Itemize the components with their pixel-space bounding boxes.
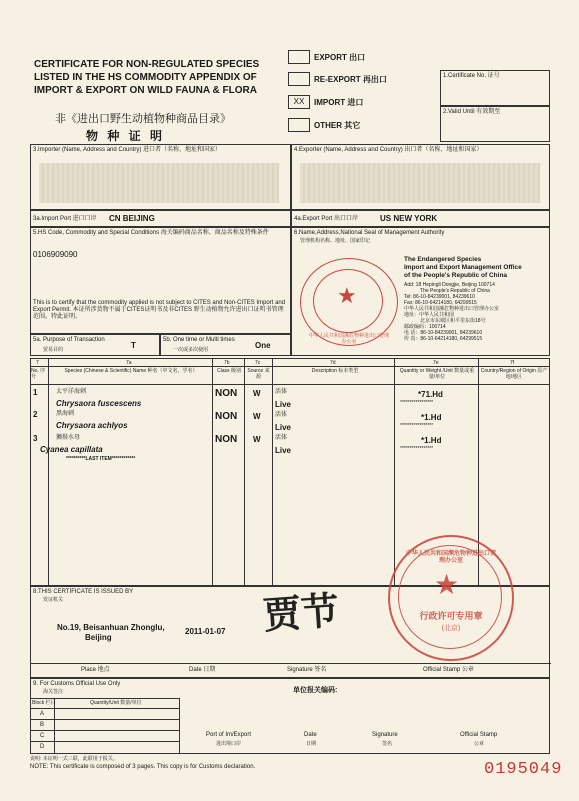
col-num-7c: 7c (255, 360, 261, 366)
export-checkbox[interactable] (288, 50, 310, 64)
col-num-7e: 7e (433, 360, 439, 366)
block-c: C (40, 733, 45, 739)
row2-stars: ***************** (400, 423, 434, 429)
authority-contact (404, 282, 499, 342)
purpose-label-cn: 贸易目的 (43, 347, 64, 353)
header-species: Species (Chinese & Scientific) Name 种名（中文名，学名） (64, 368, 198, 374)
row2-no: 2 (33, 410, 38, 419)
official-stamp-label: Official Stamp 公章 (423, 667, 474, 673)
table-divider-2 (30, 384, 550, 385)
times-label-cn: 一次或多次使用 (173, 347, 209, 353)
customs-row-line-1 (30, 719, 180, 720)
authority-name-1: The Endangered Species (404, 256, 482, 263)
customs-row-line-3 (30, 741, 180, 742)
row1-cn: 太平洋海刺 (56, 389, 87, 395)
authority-fax: Fax: 86-10-64214180, 64299515 (404, 300, 477, 306)
authority-name-2: Import and Export Management Office (404, 264, 522, 271)
times-label: 5b. One time or Multi times (163, 337, 235, 343)
import-checkbox[interactable]: XX (288, 95, 310, 109)
red-stamp-sub2: (北京) (441, 625, 461, 632)
unit-code-label: 单位报关编码: (293, 687, 338, 694)
issued-by-label: 8.THIS CERTIFICATE IS ISSUED BY (33, 589, 134, 595)
customs-row-line-0 (30, 708, 180, 709)
authority-tel: Tel: 86-10-84239001, 84239610 (404, 294, 475, 300)
valid-until-label: 2.Valid Until 有效期至 (443, 109, 501, 115)
import-port-value: CN BEIJING (109, 214, 155, 223)
row3-no: 3 (33, 434, 38, 443)
times-value: One (255, 341, 271, 350)
purpose-value: T (131, 341, 136, 350)
row3-desc-cn: 活体 (275, 435, 288, 441)
row3-qty: *1.Hd (421, 436, 442, 445)
last-item-marker: **********LAST ITEM************ (66, 456, 136, 462)
customs-date-label: Date (304, 732, 317, 738)
export-port-value: US NEW YORK (380, 214, 438, 223)
customs-sig-label: Signature (372, 732, 398, 738)
customs-block-table (30, 698, 180, 754)
red-stamp-text: 中华人民共和国濒危物种进出口管理办公室 (405, 551, 496, 564)
block-a: A (40, 711, 45, 717)
customs-port-label-cn: 进出境口岸 (216, 741, 242, 747)
official-red-stamp (388, 535, 514, 661)
authority-cn-addr2: 北京市东城区和平里东街18号 (420, 318, 486, 324)
issued-by-label-cn: 发证机关 (43, 597, 64, 603)
place-label: Place 地点 (81, 667, 110, 673)
col-line-5 (394, 358, 395, 586)
col-line-3 (244, 358, 245, 586)
management-authority-box (291, 227, 550, 356)
issued-divider (31, 663, 551, 664)
header-origin: Country/Region of Origin 原产地/地区 (480, 368, 548, 380)
importer-box (30, 144, 291, 210)
exporter-label: 4.Exporter (Name, Address and Country) 出口者（名称、地址和国家） (294, 147, 483, 153)
issued-address-1: No.19, Beisanhuan Zhonglu, (57, 623, 165, 632)
authority-cn-tel: 电 话：86-10-84239001, 84239610 (404, 330, 483, 336)
row1-desc-cn: 活体 (275, 389, 288, 395)
footer-note: NOTE: This certificate is composed of 3 pages. This copy is for Customs declaration. (30, 764, 256, 770)
authority-name-3: of the People's Republic of China (404, 272, 508, 279)
certificate-no-box (440, 70, 550, 106)
importer-redacted (39, 163, 279, 203)
row3-cn: 狮鬃水母 (56, 435, 81, 441)
importer-label: 3.Importer (Name, Address and Country) 进口者（名称、地址和国家） (33, 147, 222, 153)
row2-cn: 黑海刺 (56, 411, 75, 417)
col-line-2 (212, 358, 213, 586)
col-line-4 (272, 358, 273, 586)
customs-col-line (54, 698, 55, 754)
row3-source: W (253, 435, 261, 444)
seal-text: 中华人民共和国濒危物种进出口管理办公室 (308, 333, 389, 345)
issued-address-2: Beijing (85, 633, 112, 642)
authority-cn-zip: 邮政编码：100714 (404, 324, 446, 330)
customs-label-cn: 海关签注 (43, 689, 64, 695)
national-seal (300, 258, 398, 346)
header-quantity: Quantity or Weight /Unit 数量或重量/单位 (399, 368, 475, 380)
red-stamp-sub: 行政许可专用章 (419, 611, 483, 621)
row1-source: W (253, 389, 261, 398)
red-stamp-star-icon: ★ (434, 569, 460, 600)
customs-label: 9. For Customs Official Use Only (33, 681, 121, 687)
row3-desc: Live (275, 446, 292, 455)
exporter-box (291, 144, 550, 210)
hs-code-label: 5.HS Code, Commodity and Special Conditions 海关编码商品名称、商品名称及特殊条件 (33, 230, 269, 236)
customs-date-label-cn: 日期 (306, 741, 317, 747)
authority-name (404, 256, 522, 280)
hs-code-box (30, 227, 291, 334)
footer-note-cn: 说明: 本证明一式三联，此联用于报关。 (30, 756, 118, 762)
row1-no: 1 (33, 388, 38, 397)
row3-sci: Cyanea capillata (40, 445, 103, 454)
other-checkbox[interactable] (288, 118, 310, 132)
block-header: Block 栏目 (32, 700, 56, 706)
valid-until-box (440, 106, 550, 142)
import-port-label: 3a.Import Port 进口口岸 (33, 216, 97, 222)
qty-header: Quantity/Unit 数量/单位 (90, 700, 142, 706)
customs-stamp-label: Official Stamp (460, 732, 498, 738)
header-source: Source 来源 (247, 368, 270, 380)
row1-qty: *71.Hd (418, 390, 443, 399)
times-box (160, 334, 291, 356)
col-num-7f: 7f (510, 360, 515, 366)
authority-address: Add: 18 Hepingli Dongjie, Beijing 100714 (404, 282, 495, 288)
certify-text: This is to certify that the commodity applied is not subject to CITES and Non-CITES Import and Export Permit. 本证所涉货物不属于CITES证明书及非CITES 野生动植物允许进出口证明书管理范围。特此证明。 (33, 300, 286, 320)
col-num-7a: 7a (126, 360, 132, 366)
row1-desc: Live (275, 400, 292, 409)
mgmt-label: 6.Name,Address,National Seal of Management Authority (294, 230, 445, 236)
title-line-1: CERTIFICATE FOR NON-REGULATED SPECIES (34, 59, 260, 70)
customs-port-label: Port of Im/Export (206, 732, 252, 738)
row2-desc-cn: 活体 (275, 412, 288, 418)
title-chinese-sub: 物 种 证 明 (86, 129, 166, 143)
block-d: D (40, 744, 45, 750)
authority-cn-fax: 传 真：86-10-64214180, 64299515 (404, 336, 483, 342)
row2-class: NON (215, 411, 238, 422)
import-port-box (30, 210, 291, 227)
col-line-1 (48, 358, 49, 586)
customs-row-line-2 (30, 730, 180, 731)
title-line-2: LISTED IN THE HS COMMODITY APPENDIX OF (34, 72, 257, 83)
row1-stars: ***************** (400, 400, 434, 406)
row2-source: W (253, 412, 261, 421)
re-export-checkbox[interactable] (288, 72, 310, 86)
mgmt-label-cn: 管理机构名称、地址、国家印记 (300, 238, 371, 244)
row2-qty: *1.Hd (421, 413, 442, 422)
purpose-box (30, 334, 160, 356)
date-label: Date 日期 (189, 667, 216, 673)
import-label: IMPORT 进口 (314, 98, 364, 107)
row3-class: NON (215, 434, 238, 445)
row2-sci: Chrysaora achlyos (56, 421, 128, 430)
issued-date: 2011-01-07 (185, 627, 226, 636)
exporter-redacted (300, 163, 540, 203)
header-no: No. 序号 (31, 368, 46, 380)
block-b: B (40, 722, 45, 728)
export-port-label: 4a.Export Port 出口口岸 (294, 216, 359, 222)
header-class: Class 级别 (217, 368, 241, 374)
title-line-3: IMPORT & EXPORT ON WILD FAUNA & FLORA (34, 85, 257, 96)
seal-star-icon: ★ (337, 283, 357, 308)
certificate-no-label: 1.Certificate No. 证号 (443, 73, 500, 79)
title-chinese: 非《进出口野生动植物种商品目录》 (55, 113, 231, 125)
row1-class: NON (215, 388, 238, 399)
export-port-box (291, 210, 550, 227)
hs-code-value: 0106909090 (33, 250, 78, 259)
re-export-label: RE-EXPORT 再出口 (314, 75, 387, 84)
official-signature: 贾节 (261, 587, 341, 638)
row1-sci: Chrysaora fuscescens (56, 399, 142, 408)
serial-number: 0195049 (484, 760, 563, 779)
certificate-title (34, 58, 289, 97)
row2-desc: Live (275, 423, 292, 432)
header-description: Description 标本类型 (311, 368, 359, 374)
authority-cn-name: 中华人民共和国濒危物种进出口管理办公室 (404, 306, 500, 312)
customs-sig-label-cn: 签名 (382, 741, 393, 747)
customs-stamp-label-cn: 公章 (474, 741, 485, 747)
col-num-7b: 7b (224, 360, 230, 366)
authority-cn-addr1: 地址：中华人民共和国 (404, 312, 455, 318)
row3-stars: ***************** (400, 446, 434, 452)
authority-country: The People's Republic of China (420, 288, 490, 294)
other-label: OTHER 其它 (314, 121, 361, 130)
col-num-7: 7 (36, 360, 39, 366)
signature-label: Signature 签名 (287, 667, 327, 673)
purpose-label: 5a. Purpose of Transaction (33, 337, 105, 343)
col-num-7d: 7d (330, 360, 336, 366)
export-label: EXPORT 出口 (314, 53, 366, 62)
table-divider-1 (30, 366, 550, 367)
